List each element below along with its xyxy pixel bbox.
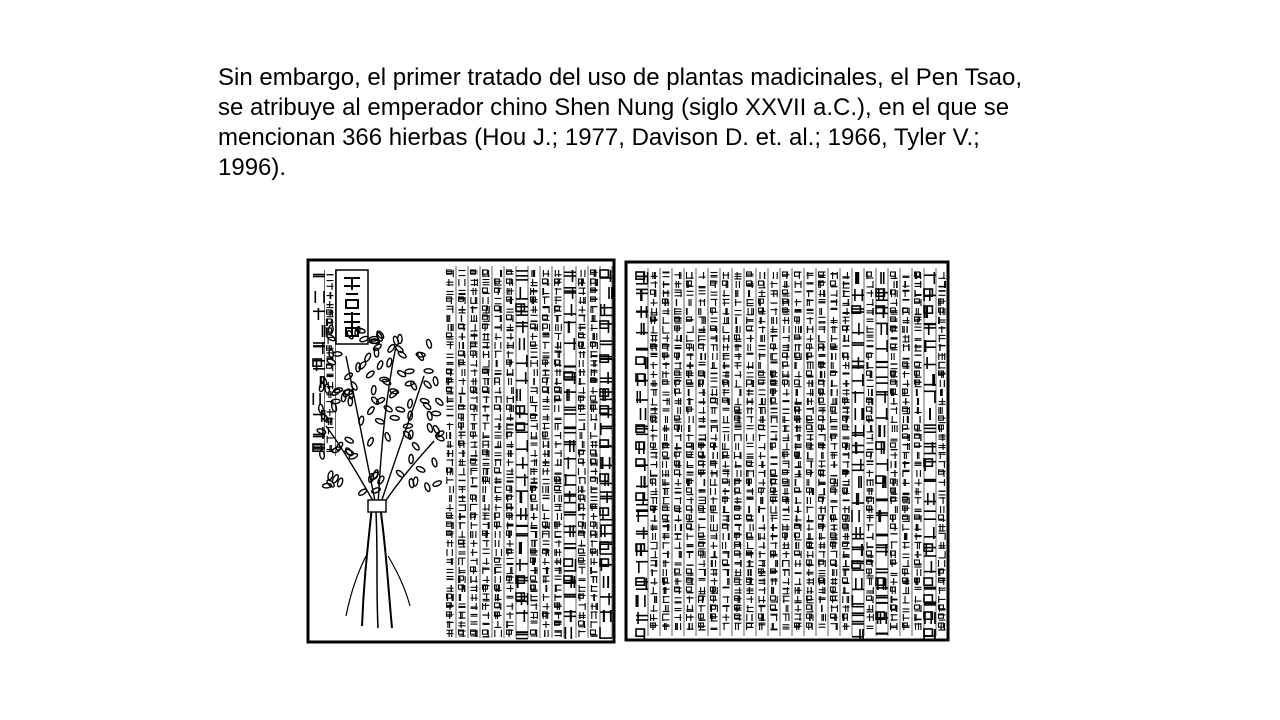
pen-tsao-book-image xyxy=(306,256,952,646)
body-paragraph: Sin embargo, el primer tratado del uso de plantas madicinales, el Pen Tsao, se atribuye al emperador chino Shen Nung (siglo XXVII a.C.), en el que se mencionan 366 hierbas (Hou J.; 1977, Davison D. et. al.; 1966, Tyler V.; 1996). xyxy=(218,64,1023,181)
book-scan-icon xyxy=(306,256,952,646)
